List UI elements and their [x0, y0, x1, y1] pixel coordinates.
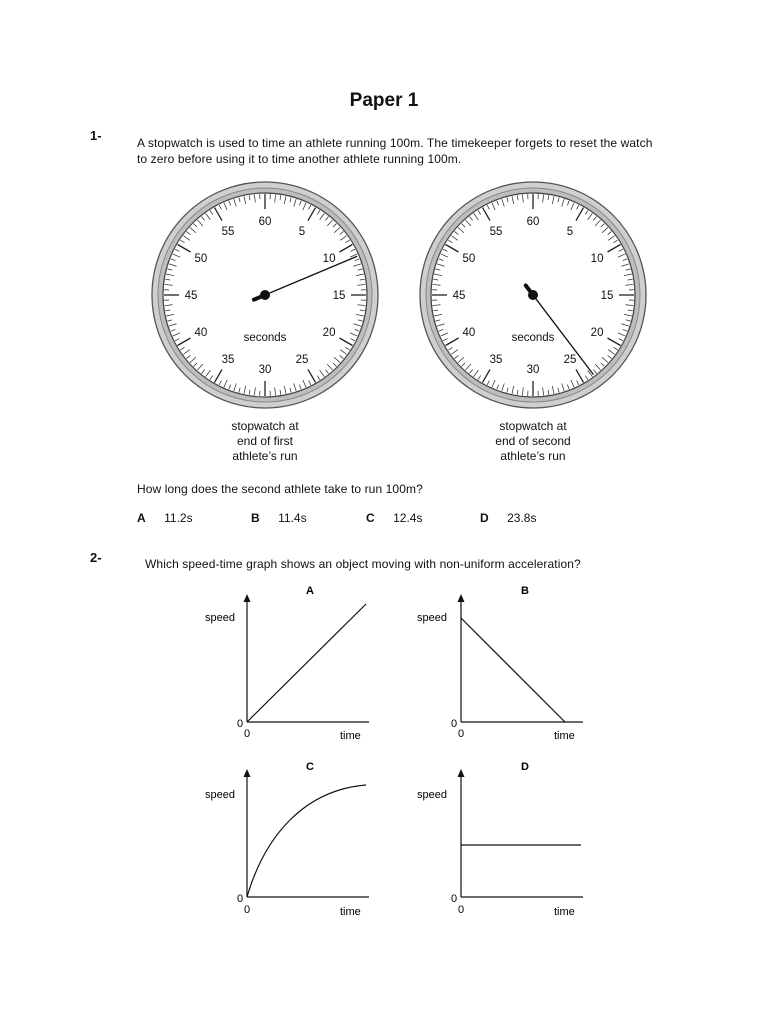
question-1-text-line-1: A stopwatch is used to time an athlete running 100m. The timekeeper forgets to reset the watch — [137, 136, 653, 150]
option-value: 23.8s — [507, 511, 537, 525]
dial-number: 50 — [462, 253, 476, 265]
dial-number: 35 — [489, 354, 503, 367]
origin-x-label: 0 — [244, 904, 251, 916]
option-d[interactable] — [480, 509, 536, 527]
hand-pivot — [528, 290, 538, 300]
graph-letter: C — [306, 761, 314, 773]
option-c[interactable] — [366, 509, 422, 527]
stopwatch-2-caption — [463, 419, 603, 464]
graph-c — [195, 755, 395, 920]
y-axis-label: speed — [205, 612, 235, 624]
graph-d — [410, 755, 610, 920]
graph-letter: D — [521, 761, 529, 773]
y-axis-arrow — [244, 594, 251, 602]
dial-number: 10 — [590, 253, 604, 265]
dial-number: 25 — [563, 354, 577, 367]
dial-label: seconds — [511, 332, 555, 344]
stopwatch-second-athlete — [418, 180, 648, 410]
dial-number: 35 — [221, 354, 235, 367]
dial-number: 20 — [590, 327, 604, 339]
x-axis-label: time — [554, 906, 575, 918]
dial-number: 5 — [298, 225, 306, 238]
origin-y-label: 0 — [237, 718, 244, 730]
origin-y-label: 0 — [451, 893, 458, 905]
x-axis-label: time — [340, 906, 361, 918]
speed-line — [461, 618, 565, 722]
caption-line: end of first — [236, 434, 294, 448]
dial-number: 20 — [322, 327, 336, 339]
dial-label: seconds — [243, 332, 287, 344]
y-axis-arrow — [458, 769, 465, 777]
dial-number: 5 — [566, 225, 574, 238]
origin-x-label: 0 — [244, 728, 251, 740]
dial-number: 10 — [322, 253, 336, 265]
question-2-number: 2- — [90, 550, 102, 565]
dial-number: 15 — [600, 290, 614, 302]
dial-number: 40 — [194, 327, 208, 339]
y-axis-label: speed — [417, 789, 447, 801]
option-letter: D — [480, 511, 489, 525]
option-value: 11.2s — [164, 511, 193, 525]
graph-letter: A — [306, 585, 314, 597]
y-axis-label: speed — [417, 612, 447, 624]
question-1-prompt: How long does the second athlete take to run 100m? — [137, 482, 423, 496]
caption-line: stopwatch at — [499, 419, 567, 433]
dial-number: 55 — [489, 225, 503, 238]
dial-number: 45 — [184, 290, 198, 302]
speed-line — [247, 604, 366, 722]
dial-number: 60 — [526, 216, 540, 228]
dial-number: 25 — [295, 354, 309, 367]
caption-line: end of second — [495, 434, 571, 448]
dial-number: 30 — [258, 364, 272, 376]
option-letter: A — [137, 511, 146, 525]
caption-line: athlete’s run — [232, 449, 298, 463]
dial-number: 50 — [194, 253, 208, 265]
origin-x-label: 0 — [458, 904, 465, 916]
speed-curve — [247, 785, 366, 897]
hand-pivot — [260, 290, 270, 300]
dial-number: 40 — [462, 327, 476, 339]
question-2-text: Which speed-time graph shows an object moving with non-uniform acceleration? — [145, 557, 581, 571]
graph-letter: B — [521, 585, 529, 597]
origin-x-label: 0 — [458, 728, 465, 740]
question-1-number: 1- — [90, 128, 102, 143]
dial-number: 45 — [452, 290, 466, 302]
graph-a — [195, 580, 395, 745]
option-a[interactable] — [137, 509, 193, 527]
caption-line: athlete’s run — [500, 449, 566, 463]
dial-number: 55 — [221, 225, 235, 238]
y-axis-arrow — [458, 594, 465, 602]
option-letter: B — [251, 511, 260, 525]
option-letter: C — [366, 511, 375, 525]
graph-b — [410, 580, 610, 745]
option-b[interactable] — [251, 509, 307, 527]
dial-number: 15 — [332, 290, 346, 302]
origin-y-label: 0 — [237, 893, 244, 905]
option-value: 12.4s — [393, 511, 423, 525]
question-1-text-line-2: to zero before using it to time another athlete running 100m. — [137, 152, 462, 166]
x-axis-label: time — [340, 730, 361, 742]
stopwatch-first-athlete — [150, 180, 380, 410]
x-axis-label: time — [554, 730, 575, 742]
caption-line: stopwatch at — [231, 419, 299, 433]
dial-number: 60 — [258, 216, 272, 228]
dial-number: 30 — [526, 364, 540, 376]
option-value: 11.4s — [278, 511, 307, 525]
origin-y-label: 0 — [451, 718, 458, 730]
stopwatch-1-caption — [195, 419, 335, 464]
page-title: Paper 1 — [349, 90, 419, 111]
y-axis-arrow — [244, 769, 251, 777]
y-axis-label: speed — [205, 789, 235, 801]
